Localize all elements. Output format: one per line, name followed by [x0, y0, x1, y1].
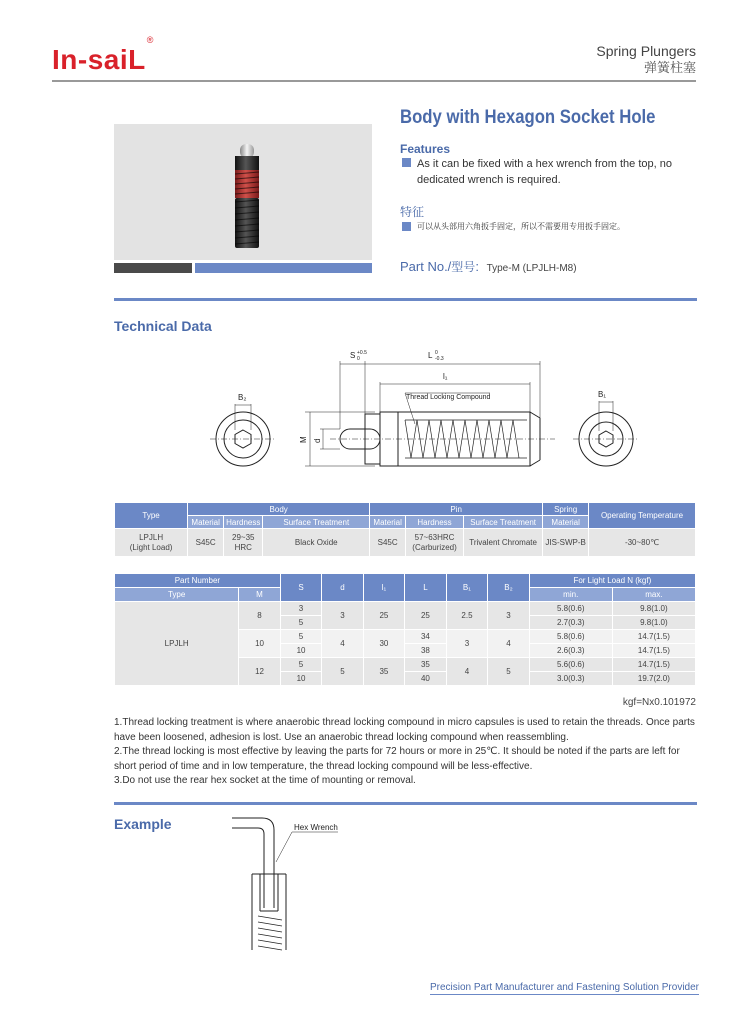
unit-conversion-note: kgf=Nx0.101972: [622, 697, 696, 708]
cell-l1: 25: [363, 602, 405, 630]
cell-B1: 2.5: [446, 602, 488, 630]
part-number: [400, 258, 577, 275]
cell-L: 25: [405, 602, 447, 630]
example-drawing: [232, 816, 362, 961]
cell-d: 3: [322, 602, 363, 630]
dim-L-tol-down: -0.3: [435, 356, 444, 362]
cell-B1: 3: [446, 630, 488, 658]
part-number-colon: :: [475, 259, 479, 274]
col-body-hardness: Hardness: [224, 516, 263, 529]
dim-L: L: [428, 351, 433, 360]
cell-pin-surface: Trivalent Chromate: [463, 529, 542, 557]
cell-max: 9.8(1.0): [612, 616, 695, 630]
cell-min: 5.8(0.6): [529, 602, 612, 616]
cell-type-sub: (Light Load): [129, 542, 173, 552]
cell-max: 19.7(2.0): [612, 672, 695, 686]
catalog-title: [596, 43, 696, 77]
example-heading: Example: [114, 816, 172, 832]
photo-bar-blue: [195, 263, 372, 273]
cell-type-name: LPJLH: [139, 532, 164, 542]
note-1: 1.Thread locking treatment is where anaerobic thread locking compound in micro capsules is used to retain the threads. Once parts have been loosened, adhesion is lost. Use an anaerobic thread locking compound when reassembling.: [114, 717, 695, 743]
catalog-title-cn: 弹簧柱塞: [643, 61, 696, 76]
cell-l1: 30: [363, 630, 405, 658]
col-max: max.: [612, 588, 695, 602]
cell-type: [115, 529, 188, 557]
features-cn-bullet: [402, 222, 411, 231]
material-spec-table: [114, 502, 696, 557]
cell-B2: 5: [488, 658, 529, 686]
registered-mark: ®: [146, 34, 154, 45]
part-number-label: Part No./: [400, 259, 452, 274]
plunger-drawing: [210, 346, 650, 476]
footer-tagline: Precision Part Manufacturer and Fastening Solution Provider: [429, 982, 699, 993]
cell-pin-hardness: 57~63HRC (Carburized): [406, 529, 464, 557]
col-S: S: [280, 574, 322, 602]
brand-logo: [52, 34, 154, 76]
dim-B2: B₂: [238, 393, 247, 402]
col-part-number: Part Number: [115, 574, 281, 588]
section-divider-1: [114, 298, 697, 301]
cell-pin-material: S45C: [370, 529, 406, 557]
cell-L: 35: [405, 658, 447, 672]
col-M: M: [239, 588, 281, 602]
thread-locking-label: Thread Locking Compound: [406, 394, 491, 401]
cell-L: 38: [405, 644, 447, 658]
cell-max: 14.7(1.5): [612, 630, 695, 644]
cell-d: 4: [322, 630, 363, 658]
col-body: Body: [188, 503, 370, 516]
cell-l1: 35: [363, 658, 405, 686]
product-photo: [114, 124, 372, 260]
dim-d: d: [313, 438, 322, 443]
dim-L-tol-up: 0: [435, 350, 438, 356]
col-spring: Spring: [543, 503, 589, 516]
features-text-cn: 可以从头部用六角扳手固定，所以不需要用专用扳手固定。: [417, 222, 625, 231]
dim-M: M: [299, 436, 308, 443]
cell-spring-material: JIS-SWP-B: [543, 529, 589, 557]
note-2: 2.The thread locking is most effective by leaving the parts for 72 hours or more in 25℃. It should be noted if the parts are left for short period of time and in low temperature, the thread locking compound will be less-effective.: [114, 746, 680, 772]
col-body-material: Material: [188, 516, 224, 529]
cell-max: 14.7(1.5): [612, 658, 695, 672]
logo-text: In-saiL: [52, 44, 146, 75]
col-temp: Operating Temperature: [589, 503, 696, 529]
part-number-value: Type-M (LPJLH-M8): [486, 263, 577, 274]
col-pin-surface: Surface Treatment: [463, 516, 542, 529]
photo-bar-dark: [114, 263, 192, 273]
cell-body-surface: Black Oxide: [263, 529, 370, 557]
cell-L: 40: [405, 672, 447, 686]
cell-S: 10: [280, 672, 322, 686]
cell-S: 5: [280, 658, 322, 672]
col-type: Type: [115, 503, 188, 529]
col-load: For Light Load N (kgf): [529, 574, 695, 588]
cell-min: 3.0(0.3): [529, 672, 612, 686]
dim-S-tol-up: +0.5: [357, 350, 367, 356]
col-body-surface: Surface Treatment: [263, 516, 370, 529]
cell-L: 34: [405, 630, 447, 644]
cell-min: 2.7(0.3): [529, 616, 612, 630]
catalog-title-en: Spring Plungers: [596, 43, 696, 59]
col-pin-material: Material: [370, 516, 406, 529]
cell-S: 10: [280, 644, 322, 658]
technical-drawing: [210, 346, 650, 481]
cell-S: 5: [280, 630, 322, 644]
cell-body-material: S45C: [188, 529, 224, 557]
cell-B2: 3: [488, 602, 529, 630]
col-pin-hardness: Hardness: [406, 516, 464, 529]
note-3: 3.Do not use the rear hex socket at the time of mounting or removal.: [114, 775, 416, 787]
cell-max: 14.7(1.5): [612, 644, 695, 658]
features-heading-cn: 特征: [400, 205, 425, 219]
cell-temp: -30~80℃: [589, 529, 696, 557]
cell-min: 5.8(0.6): [529, 630, 612, 644]
part-number-label-cn: 型号: [451, 260, 476, 274]
cell-B2: 4: [488, 630, 529, 658]
col-B1: B₁: [446, 574, 488, 602]
spring-plunger-photo: [114, 124, 372, 260]
cell-min: 2.6(0.3): [529, 644, 612, 658]
cell-S: 5: [280, 616, 322, 630]
col-min: min.: [529, 588, 612, 602]
cell-d: 5: [322, 658, 363, 686]
dim-l1: l₁: [443, 372, 448, 381]
technical-data-heading: Technical Data: [114, 318, 212, 334]
dimension-table: [114, 573, 696, 686]
col-spring-material: Material: [543, 516, 589, 529]
col-B2: B₂: [488, 574, 529, 602]
cell-M: 12: [239, 658, 281, 686]
cell-M: 10: [239, 630, 281, 658]
col-type: Type: [115, 588, 239, 602]
dim-B1: B₁: [598, 390, 607, 399]
cell-max: 9.8(1.0): [612, 602, 695, 616]
notes: [114, 716, 704, 789]
cell-type-value: LPJLH: [115, 602, 239, 686]
hex-wrench-drawing: [232, 816, 362, 956]
features-bullet: [402, 158, 411, 167]
dim-S-tol-down: 0: [357, 356, 360, 362]
header-divider: [52, 80, 696, 82]
product-title: Body with Hexagon Socket Hole: [400, 107, 656, 128]
cell-body-hardness: 29~35 HRC: [224, 529, 263, 557]
cell-M: 8: [239, 602, 281, 630]
dim-S: S: [350, 351, 356, 360]
hex-wrench-label: Hex Wrench: [294, 823, 338, 832]
section-divider-2: [114, 802, 697, 805]
col-L: L: [405, 574, 447, 602]
features-text: As it can be fixed with a hex wrench from the top, no dedicated wrench is required.: [417, 158, 672, 186]
cell-B1: 4: [446, 658, 488, 686]
col-l1: l₁: [363, 574, 405, 602]
col-pin: Pin: [370, 503, 543, 516]
cell-min: 5.6(0.6): [529, 658, 612, 672]
cell-S: 3: [280, 602, 322, 616]
col-d: d: [322, 574, 363, 602]
features-heading: Features: [400, 142, 451, 156]
